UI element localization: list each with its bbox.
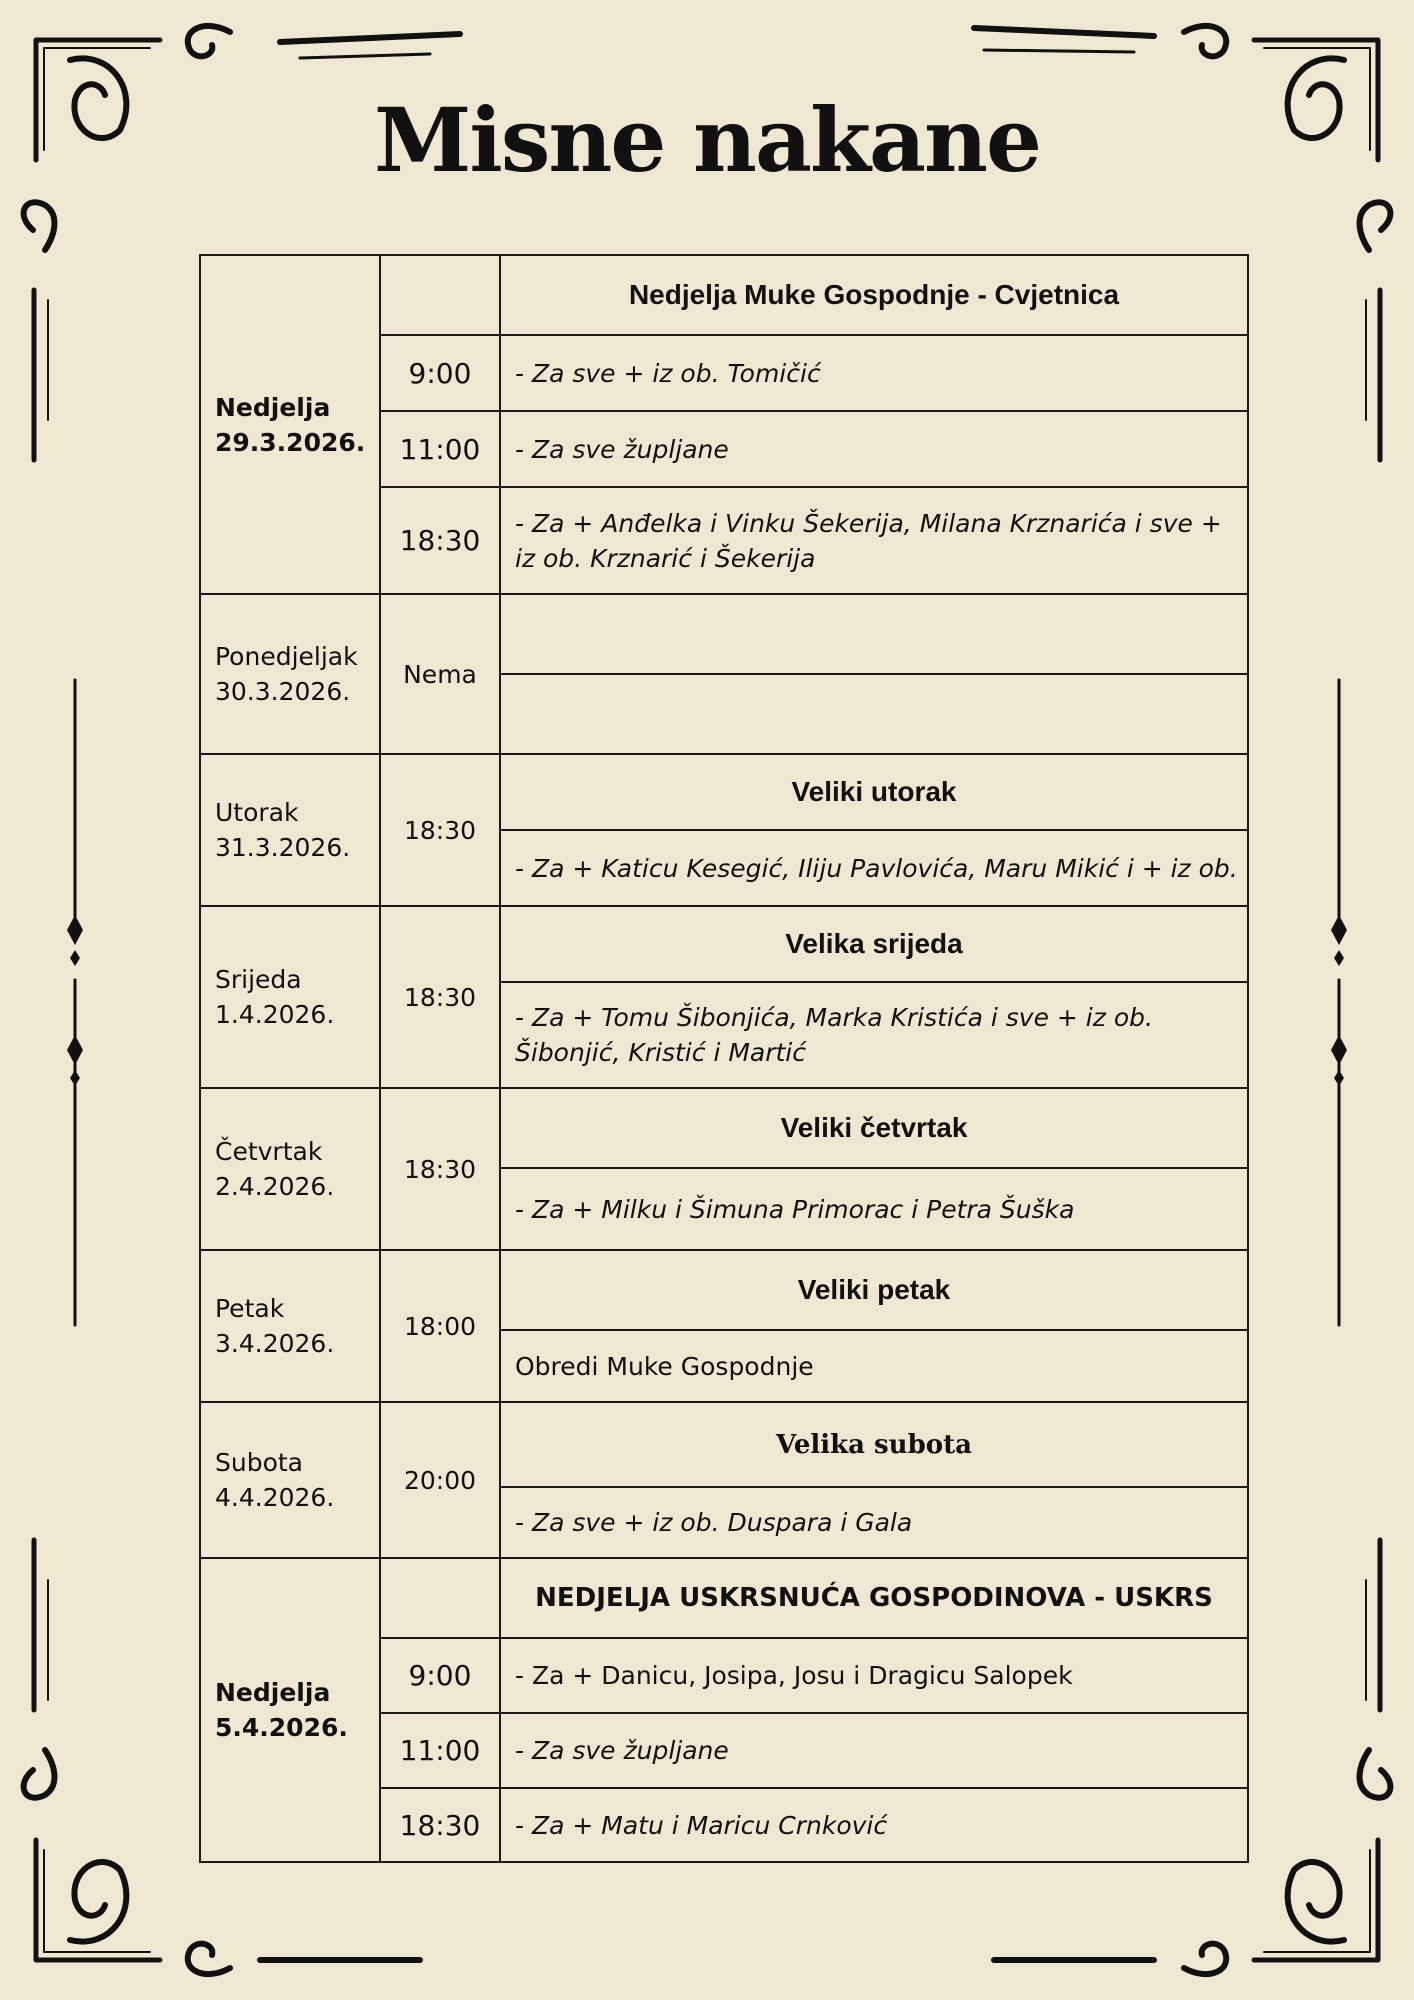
mass-time: Nema <box>380 594 500 754</box>
mass-time: 18:30 <box>380 906 500 1088</box>
date-cell <box>200 1402 380 1558</box>
day-date: 5.4.2026. <box>215 1713 348 1742</box>
table-row <box>200 1558 1248 1638</box>
mass-intention: - Za sve + iz ob. Duspara i Gala <box>500 1487 1248 1558</box>
day-title: Veliki petak <box>500 1250 1248 1330</box>
table-row <box>200 1088 1248 1168</box>
date-cell <box>200 594 380 754</box>
empty-cell <box>500 674 1248 754</box>
day-date: 1.4.2026. <box>215 1000 335 1029</box>
day-title: Nedjelja Muke Gospodnje - Cvjetnica <box>500 255 1248 335</box>
day-date: 31.3.2026. <box>215 833 351 862</box>
day-title: Veliki četvrtak <box>500 1088 1248 1168</box>
date-cell <box>200 754 380 906</box>
date-cell <box>200 1088 380 1250</box>
mass-intention: - Za sve župljane <box>500 411 1248 487</box>
time-cell-empty <box>380 255 500 335</box>
table-row <box>200 1402 1248 1487</box>
day-name: Srijeda <box>215 965 302 994</box>
mass-intention: - Za + Danicu, Josipa, Josu i Dragicu Salopek <box>500 1638 1248 1713</box>
mass-intention: - Za + Matu i Maricu Crnković <box>500 1788 1248 1862</box>
mass-schedule-table <box>199 254 1249 1863</box>
empty-cell <box>500 594 1248 674</box>
table-row <box>200 255 1248 335</box>
day-title: Velika srijeda <box>500 906 1248 982</box>
table-row <box>200 754 1248 830</box>
mass-time: 9:00 <box>380 1638 500 1713</box>
day-name: Nedjelja <box>215 1678 331 1707</box>
mass-intention: - Za + Katicu Kesegić, Iliju Pavlovića, Maru Mikić i + iz ob. <box>500 830 1248 906</box>
day-title: NEDJELJA USKRSNUĆA GOSPODINOVA - USKRS <box>500 1558 1248 1638</box>
day-name: Subota <box>215 1448 304 1477</box>
mass-intention: - Za sve + iz ob. Tomičić <box>500 335 1248 411</box>
day-title: Veliki utorak <box>500 754 1248 830</box>
mass-time: 11:00 <box>380 411 500 487</box>
time-cell-empty <box>380 1558 500 1638</box>
date-cell <box>200 1250 380 1402</box>
day-date: 29.3.2026. <box>215 427 366 457</box>
table-row <box>200 906 1248 982</box>
date-cell <box>200 906 380 1088</box>
mass-time: 18:30 <box>380 754 500 906</box>
table-row <box>200 1250 1248 1330</box>
page-title: Misne nakane <box>374 88 1040 192</box>
day-name: Četvrtak <box>215 1137 323 1166</box>
table-row <box>200 594 1248 674</box>
mass-intention: - Za + Anđelka i Vinku Šekerija, Milana Krznarića i sve + iz ob. Krznarić i Šekerija <box>500 487 1248 594</box>
day-name: Petak <box>215 1294 285 1323</box>
day-name: Nedjelja <box>215 392 331 422</box>
mass-intention: Obredi Muke Gospodnje <box>500 1330 1248 1402</box>
mass-intention: - Za + Milku i Šimuna Primorac i Petra Šuška <box>500 1168 1248 1250</box>
day-date: 30.3.2026. <box>215 677 351 706</box>
mass-time: 18:00 <box>380 1250 500 1402</box>
day-name: Ponedjeljak <box>215 642 358 671</box>
mass-time: 18:30 <box>380 487 500 594</box>
mass-time: 9:00 <box>380 335 500 411</box>
date-cell <box>200 1558 380 1862</box>
mass-time: 18:30 <box>380 1788 500 1862</box>
mass-time: 18:30 <box>380 1088 500 1250</box>
day-date: 2.4.2026. <box>215 1172 335 1201</box>
mass-time: 11:00 <box>380 1713 500 1788</box>
day-date: 4.4.2026. <box>215 1483 335 1512</box>
mass-intention: - Za + Tomu Šibonjića, Marka Kristića i sve + iz ob. Šibonjić, Kristić i Martić <box>500 982 1248 1088</box>
day-date: 3.4.2026. <box>215 1329 335 1358</box>
date-cell <box>200 255 380 594</box>
mass-time: 20:00 <box>380 1402 500 1558</box>
mass-intention: - Za sve župljane <box>500 1713 1248 1788</box>
day-title: Velika subota <box>500 1402 1248 1487</box>
day-name: Utorak <box>215 798 299 827</box>
